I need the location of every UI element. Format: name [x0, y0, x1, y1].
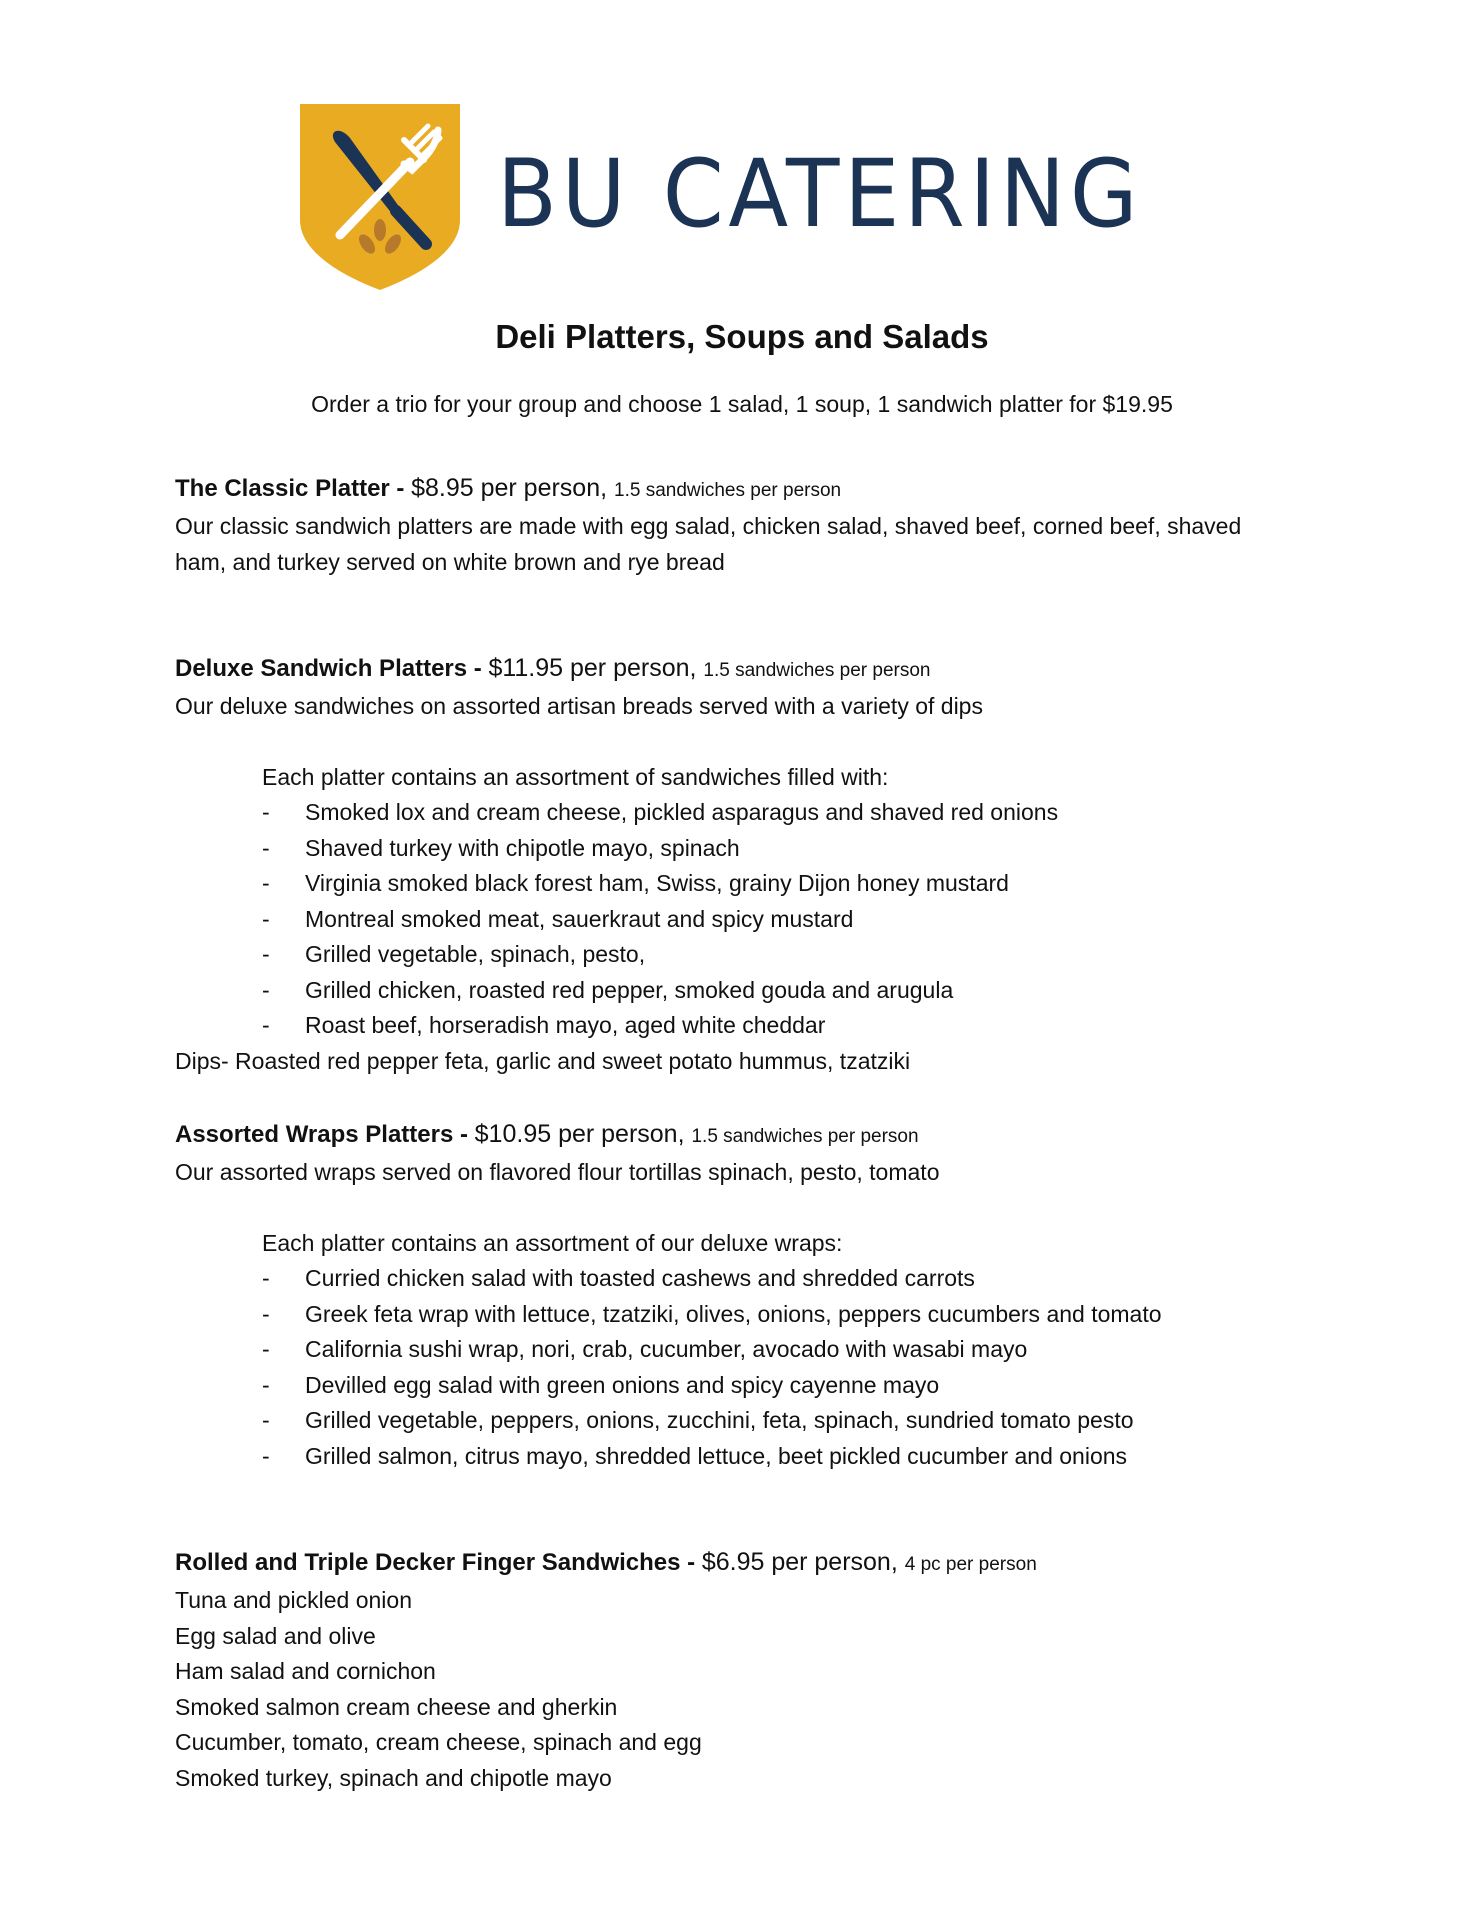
list-dash: -: [262, 1371, 270, 1398]
list-item: - Devilled egg salad with green onions and spicy cayenne mayo: [175, 1368, 1315, 1404]
list-item: - Curried chicken salad with toasted cashews and shredded carrots: [175, 1261, 1315, 1297]
list-dash: -: [262, 1336, 270, 1362]
section-heading: [175, 470, 1315, 509]
section-heading: [175, 1544, 1315, 1583]
dips-line: Dips- Roasted red pepper feta, garlic and sweet potato hummus, tzatziki: [175, 1047, 911, 1074]
list-dash: -: [262, 870, 270, 896]
menu-content: [175, 470, 1315, 1796]
list-item: Cucumber, tomato, cream cheese, spinach and egg: [175, 1729, 702, 1755]
list-dash: -: [262, 1300, 270, 1327]
section-name: Assorted Wraps Platters -: [175, 1121, 475, 1148]
list-dash: -: [262, 1407, 270, 1433]
list-item: - Smoked lox and cream cheese, pickled asparagus and shaved red onions: [175, 795, 1315, 831]
list-intro: Each platter contains an assortment of sandwiches filled with:: [262, 763, 889, 790]
item-list: [175, 1261, 1315, 1474]
list-dash: -: [262, 834, 270, 861]
section-heading: [175, 650, 1315, 689]
section-description: Our assorted wraps served on flavored flour tortillas spinach, pesto, tomato: [175, 1159, 940, 1185]
section-heading: [175, 1116, 1315, 1155]
list-item: Smoked salmon cream cheese and gherkin: [175, 1693, 618, 1720]
list-item: - Grilled vegetable, spinach, pesto,: [175, 937, 1315, 973]
list-item: - Virginia smoked black forest ham, Swiss, grainy Dijon honey mustard: [175, 866, 1315, 902]
section-finger-sandwiches: [175, 1544, 1315, 1796]
list-item: - Montreal smoked meat, sauerkraut and spicy mustard: [175, 902, 1315, 938]
brand-name: BU CATERING: [497, 140, 1143, 249]
section-description: ham, and turkey served on white brown and rye bread: [175, 548, 725, 575]
item-list: [175, 795, 1315, 1044]
section-price: $11.95 per person,: [488, 654, 704, 682]
list-item: Ham salad and cornichon: [175, 1658, 436, 1684]
list-item: Tuna and pickled onion: [175, 1587, 412, 1613]
section-description: Our classic sandwich platters are made with egg salad, chicken salad, shaved beef, corned beef, shaved: [175, 513, 1242, 539]
list-dash: -: [262, 799, 270, 825]
section-price: $8.95 per person,: [411, 474, 615, 502]
list-dash: -: [262, 1012, 270, 1038]
list-item: - Roast beef, horseradish mayo, aged white cheddar: [175, 1008, 1315, 1044]
list-item: - California sushi wrap, nori, crab, cucumber, avocado with wasabi mayo: [175, 1332, 1315, 1368]
section-assorted-wraps-platters: [175, 1116, 1315, 1474]
section-name: The Classic Platter -: [175, 475, 412, 502]
list-intro: Each platter contains an assortment of our deluxe wraps:: [262, 1229, 843, 1256]
section-portion: 4 pc per person: [904, 1554, 1037, 1575]
shield-logo-icon: [300, 104, 460, 290]
section-name: Rolled and Triple Decker Finger Sandwiches -: [175, 1549, 702, 1576]
section-name: Deluxe Sandwich Platters -: [175, 655, 489, 682]
list-item: - Grilled chicken, roasted red pepper, smoked gouda and arugula: [175, 973, 1315, 1009]
list-item: - Greek feta wrap with lettuce, tzatziki, olives, onions, peppers cucumbers and tomato: [175, 1297, 1315, 1333]
list-item: - Grilled salmon, citrus mayo, shredded lettuce, beet pickled cucumber and onions: [175, 1439, 1315, 1475]
list-item: - Grilled vegetable, peppers, onions, zucchini, feta, spinach, sundried tomato pesto: [175, 1403, 1315, 1439]
page-title: Deli Platters, Soups and Salads: [495, 318, 989, 355]
list-item: Smoked turkey, spinach and chipotle mayo: [175, 1764, 612, 1791]
list-dash: -: [262, 1442, 270, 1469]
header: [300, 104, 1150, 289]
section-portion: 1.5 sandwiches per person: [691, 1126, 919, 1147]
section-portion: 1.5 sandwiches per person: [703, 660, 931, 681]
list-dash: -: [262, 905, 270, 932]
section-price: $6.95 per person,: [701, 1548, 905, 1576]
list-dash: -: [262, 1265, 270, 1291]
section-price: $10.95 per person,: [474, 1120, 692, 1148]
page-subtitle: Order a trio for your group and choose 1 salad, 1 soup, 1 sandwich platter for $19.95: [311, 391, 1173, 417]
list-dash: -: [262, 941, 270, 967]
list-item: - Shaved turkey with chipotle mayo, spinach: [175, 831, 1315, 867]
section-classic-platter: [175, 470, 1315, 580]
section-description: Our deluxe sandwiches on assorted artisan breads served with a variety of dips: [175, 693, 983, 719]
section-deluxe-sandwich-platters: [175, 650, 1315, 1079]
list-dash: -: [262, 976, 270, 1003]
section-portion: 1.5 sandwiches per person: [614, 480, 842, 501]
list-item: Egg salad and olive: [175, 1622, 376, 1649]
